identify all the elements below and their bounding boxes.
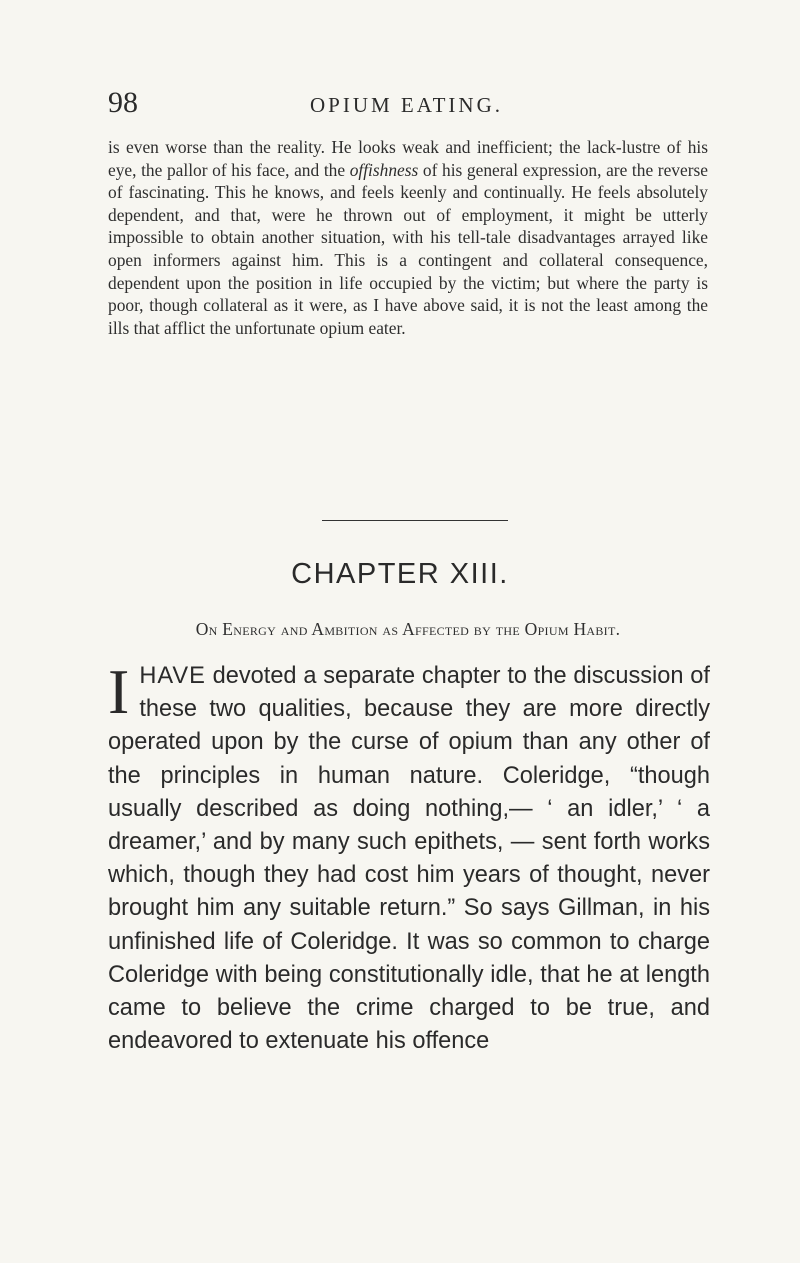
previous-chapter-text bbox=[108, 136, 708, 339]
chapter-subtitle: On Energy and Ambition as Affected by the Opium Habit. bbox=[195, 619, 621, 639]
drop-cap: I bbox=[108, 656, 130, 727]
italic-word: offishness bbox=[349, 159, 419, 180]
chapter-heading: CHAPTER XIII. bbox=[291, 558, 509, 590]
paragraph bbox=[108, 136, 708, 339]
page-number: 98 bbox=[108, 86, 138, 119]
running-title: OPIUM EATING. bbox=[310, 93, 503, 117]
running-head bbox=[108, 86, 708, 120]
section-divider bbox=[322, 520, 508, 521]
opening-caps: HAVE bbox=[139, 663, 206, 689]
text-segment: is even worse than the reality. He looks weak and inefficient; the lack-lustre of his eye, the pallor of his face, and the bbox=[108, 137, 708, 180]
text-segment: of his general expression, are the reverse of fascinating. This he knows, and feels keenly and continually. He feels absolutely dependent, and that, were he thrown out of employment, it might be utterly impossible to obtain another situation, with his tell-tale disadvantages arrayed like open informers against him. This is a contingent and collateral consequence, dependent upon the position in life occupied by the victim; but where the party is poor, though collateral as it were, as I have above said, it is not the least among the ills that afflict the unfortunate opium eater. bbox=[108, 159, 708, 338]
paragraph bbox=[108, 656, 710, 1058]
chapter-body bbox=[108, 656, 710, 1058]
body-text: devoted a separate chapter to the discussion of these two qualities, because they are more directly operated upon by the curse of opium than any other of the principles in human nature. Coleridge, “though usually described as doing nothing,— ‘ an idler,’ ‘ a dreamer,’ and by many such epithets, — sent forth works which, though they had cost him years of thought, never brought him any suitable return.” So says Gillman, in his unfinished life of Coleridge. It was so common to charge Coleridge with being constitutionally idle, that he at length came to believe the crime charged to be true, and endeavored to extenuate his offence bbox=[108, 663, 710, 1055]
